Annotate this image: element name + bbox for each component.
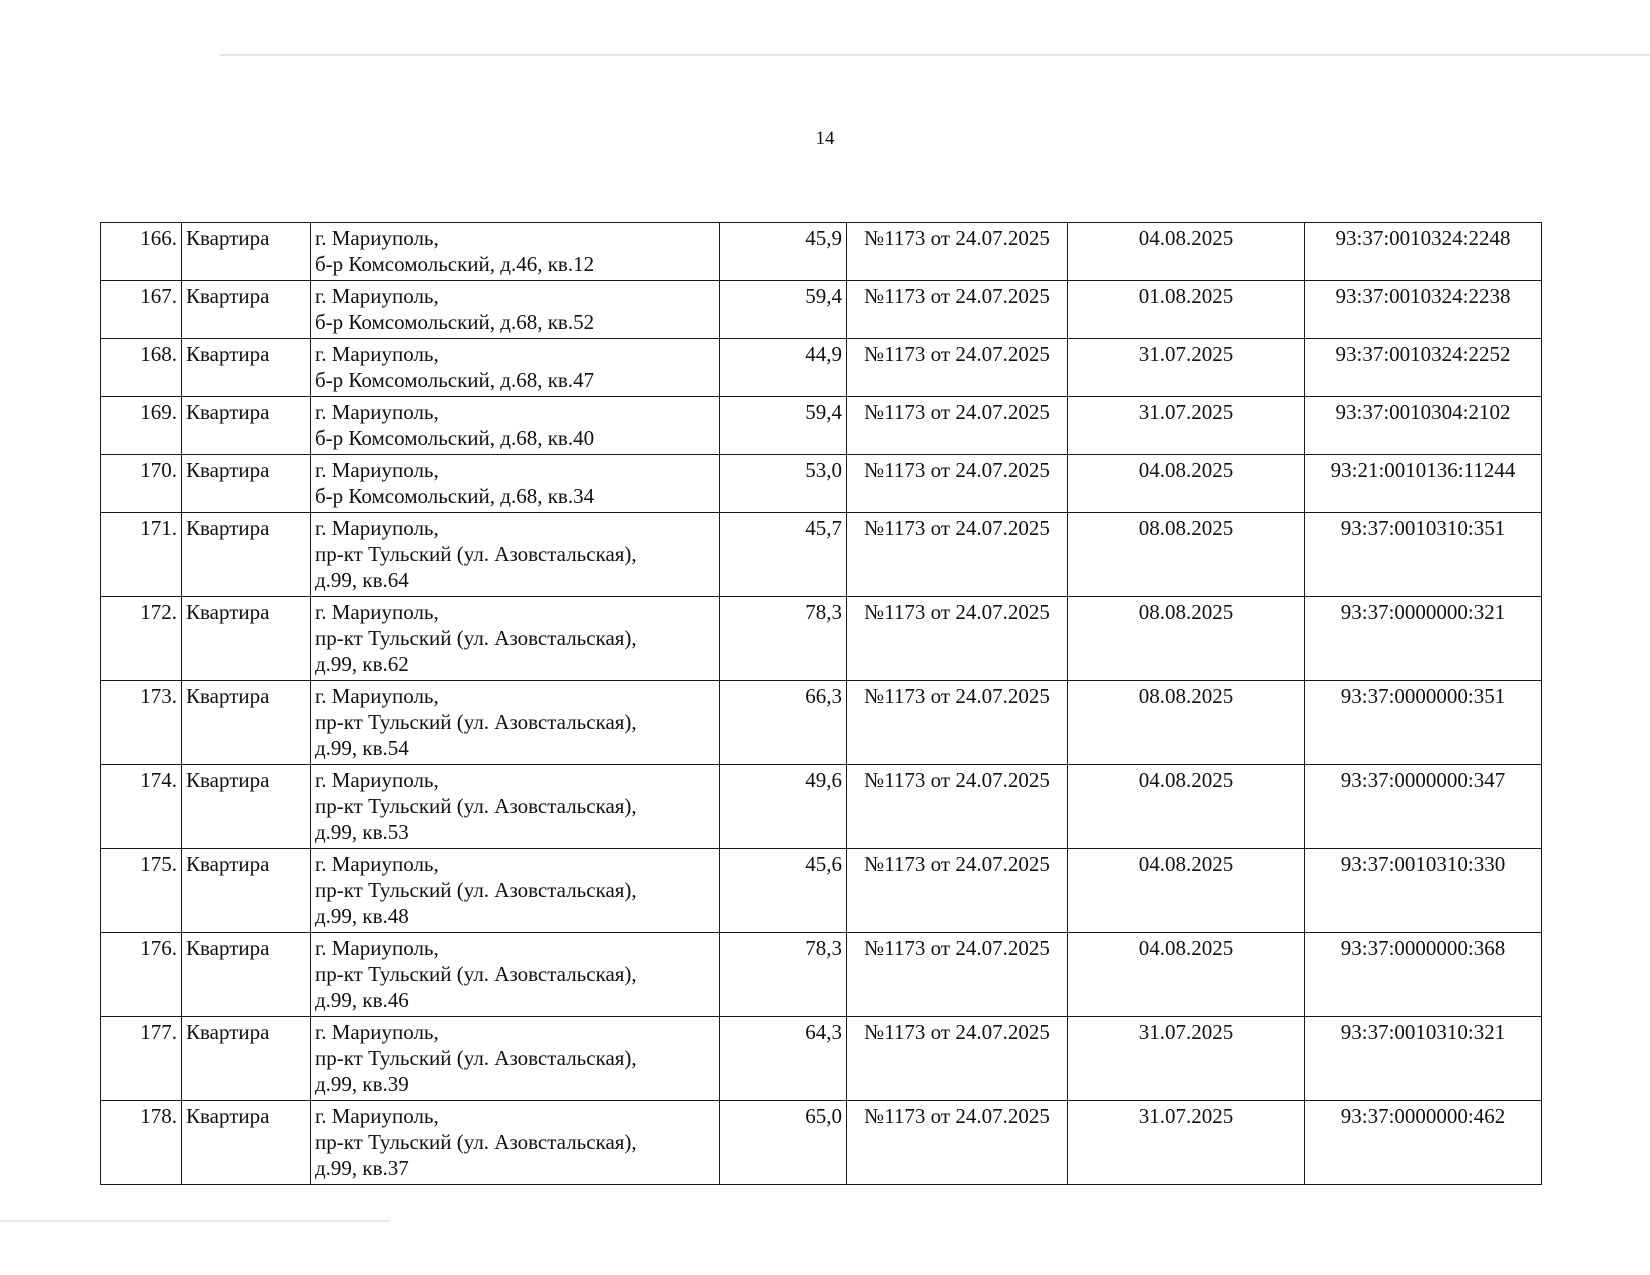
decision-reference: №1173 от 24.07.2025 xyxy=(847,339,1068,397)
address-line: д.99, кв.54 xyxy=(315,736,409,760)
property-area: 45,9 xyxy=(720,223,847,281)
address-line: д.99, кв.53 xyxy=(315,820,409,844)
address-line: пр-кт Тульский (ул. Азовстальская), xyxy=(315,962,637,986)
row-number: 176. xyxy=(101,933,182,1017)
row-number: 175. xyxy=(101,849,182,933)
address-line: г. Мариуполь, xyxy=(315,400,439,424)
property-area: 78,3 xyxy=(720,597,847,681)
table-row xyxy=(101,339,1542,397)
property-type: Квартира xyxy=(182,513,311,597)
property-area: 53,0 xyxy=(720,455,847,513)
address-line: г. Мариуполь, xyxy=(315,458,439,482)
property-address xyxy=(311,681,720,765)
row-number: 169. xyxy=(101,397,182,455)
property-type: Квартира xyxy=(182,597,311,681)
registration-date: 31.07.2025 xyxy=(1068,397,1305,455)
registration-date: 08.08.2025 xyxy=(1068,513,1305,597)
decision-reference: №1173 от 24.07.2025 xyxy=(847,849,1068,933)
cadastral-number: 93:37:0000000:368 xyxy=(1305,933,1542,1017)
address-line: д.99, кв.46 xyxy=(315,988,409,1012)
decision-reference: №1173 от 24.07.2025 xyxy=(847,597,1068,681)
property-area: 59,4 xyxy=(720,397,847,455)
cadastral-number: 93:37:0010324:2248 xyxy=(1305,223,1542,281)
property-type: Квартира xyxy=(182,1101,311,1185)
property-area: 45,7 xyxy=(720,513,847,597)
registration-date: 01.08.2025 xyxy=(1068,281,1305,339)
property-area: 49,6 xyxy=(720,765,847,849)
registration-date: 08.08.2025 xyxy=(1068,681,1305,765)
registration-date: 04.08.2025 xyxy=(1068,223,1305,281)
address-line: г. Мариуполь, xyxy=(315,226,439,250)
address-line: пр-кт Тульский (ул. Азовстальская), xyxy=(315,626,637,650)
decision-reference: №1173 от 24.07.2025 xyxy=(847,933,1068,1017)
property-address xyxy=(311,1017,720,1101)
property-address xyxy=(311,397,720,455)
table-row xyxy=(101,1017,1542,1101)
property-area: 66,3 xyxy=(720,681,847,765)
cadastral-number: 93:37:0000000:321 xyxy=(1305,597,1542,681)
decision-reference: №1173 от 24.07.2025 xyxy=(847,765,1068,849)
property-type: Квартира xyxy=(182,223,311,281)
table-row xyxy=(101,765,1542,849)
property-address xyxy=(311,933,720,1017)
table-row xyxy=(101,1101,1542,1185)
property-area: 78,3 xyxy=(720,933,847,1017)
property-type: Квартира xyxy=(182,1017,311,1101)
property-area: 44,9 xyxy=(720,339,847,397)
property-type: Квартира xyxy=(182,397,311,455)
cadastral-number: 93:37:0010304:2102 xyxy=(1305,397,1542,455)
address-line: г. Мариуполь, xyxy=(315,342,439,366)
decision-reference: №1173 от 24.07.2025 xyxy=(847,1101,1068,1185)
cadastral-number: 93:37:0000000:347 xyxy=(1305,765,1542,849)
registration-date: 04.08.2025 xyxy=(1068,765,1305,849)
row-number: 178. xyxy=(101,1101,182,1185)
address-line: д.99, кв.39 xyxy=(315,1072,409,1096)
table-row xyxy=(101,681,1542,765)
cadastral-number: 93:37:0010324:2238 xyxy=(1305,281,1542,339)
property-area: 59,4 xyxy=(720,281,847,339)
address-line: б-р Комсомольский, д.68, кв.34 xyxy=(315,484,595,508)
address-line: д.99, кв.37 xyxy=(315,1156,409,1180)
address-line: г. Мариуполь, xyxy=(315,684,439,708)
property-address xyxy=(311,281,720,339)
address-line: г. Мариуполь, xyxy=(315,1020,439,1044)
decision-reference: №1173 от 24.07.2025 xyxy=(847,455,1068,513)
page-number: 14 xyxy=(815,128,835,149)
registration-date: 04.08.2025 xyxy=(1068,849,1305,933)
cadastral-number: 93:37:0010324:2252 xyxy=(1305,339,1542,397)
decision-reference: №1173 от 24.07.2025 xyxy=(847,681,1068,765)
row-number: 177. xyxy=(101,1017,182,1101)
property-area: 65,0 xyxy=(720,1101,847,1185)
address-line: б-р Комсомольский, д.46, кв.12 xyxy=(315,252,595,276)
cadastral-number: 93:37:0010310:321 xyxy=(1305,1017,1542,1101)
registration-date: 31.07.2025 xyxy=(1068,1101,1305,1185)
property-address xyxy=(311,597,720,681)
property-type: Квартира xyxy=(182,933,311,1017)
table-row xyxy=(101,849,1542,933)
cadastral-number: 93:37:0010310:351 xyxy=(1305,513,1542,597)
address-line: г. Мариуполь, xyxy=(315,284,439,308)
registration-date: 04.08.2025 xyxy=(1068,933,1305,1017)
address-line: г. Мариуполь, xyxy=(315,516,439,540)
cadastral-number: 93:37:0000000:462 xyxy=(1305,1101,1542,1185)
property-type: Квартира xyxy=(182,281,311,339)
registration-date: 31.07.2025 xyxy=(1068,339,1305,397)
property-area: 64,3 xyxy=(720,1017,847,1101)
decision-reference: №1173 от 24.07.2025 xyxy=(847,281,1068,339)
address-line: б-р Комсомольский, д.68, кв.52 xyxy=(315,310,595,334)
row-number: 172. xyxy=(101,597,182,681)
row-number: 170. xyxy=(101,455,182,513)
decision-reference: №1173 от 24.07.2025 xyxy=(847,223,1068,281)
property-address xyxy=(311,339,720,397)
cadastral-number: 93:21:0010136:11244 xyxy=(1305,455,1542,513)
table-row xyxy=(101,455,1542,513)
row-number: 173. xyxy=(101,681,182,765)
property-address xyxy=(311,513,720,597)
address-line: пр-кт Тульский (ул. Азовстальская), xyxy=(315,1130,637,1154)
table-row xyxy=(101,281,1542,339)
cadastral-number: 93:37:0010310:330 xyxy=(1305,849,1542,933)
address-line: д.99, кв.64 xyxy=(315,568,409,592)
decision-reference: №1173 от 24.07.2025 xyxy=(847,397,1068,455)
property-address xyxy=(311,765,720,849)
property-type: Квартира xyxy=(182,849,311,933)
registration-date: 08.08.2025 xyxy=(1068,597,1305,681)
address-line: г. Мариуполь, xyxy=(315,936,439,960)
property-address xyxy=(311,849,720,933)
registration-date: 31.07.2025 xyxy=(1068,1017,1305,1101)
property-type: Квартира xyxy=(182,339,311,397)
address-line: д.99, кв.62 xyxy=(315,652,409,676)
table-row xyxy=(101,397,1542,455)
table-row xyxy=(101,223,1542,281)
scan-line-top xyxy=(220,54,1650,56)
registration-date: 04.08.2025 xyxy=(1068,455,1305,513)
address-line: б-р Комсомольский, д.68, кв.40 xyxy=(315,426,595,450)
address-line: пр-кт Тульский (ул. Азовстальская), xyxy=(315,878,637,902)
property-address xyxy=(311,455,720,513)
registry-body xyxy=(101,223,1542,1185)
address-line: пр-кт Тульский (ул. Азовстальская), xyxy=(315,1046,637,1070)
property-registry-table xyxy=(100,222,1542,1185)
decision-reference: №1173 от 24.07.2025 xyxy=(847,1017,1068,1101)
table-row xyxy=(101,597,1542,681)
property-type: Квартира xyxy=(182,681,311,765)
address-line: пр-кт Тульский (ул. Азовстальская), xyxy=(315,710,637,734)
row-number: 174. xyxy=(101,765,182,849)
row-number: 171. xyxy=(101,513,182,597)
address-line: г. Мариуполь, xyxy=(315,600,439,624)
property-address xyxy=(311,1101,720,1185)
address-line: г. Мариуполь, xyxy=(315,852,439,876)
table-row xyxy=(101,513,1542,597)
address-line: г. Мариуполь, xyxy=(315,1104,439,1128)
row-number: 168. xyxy=(101,339,182,397)
address-line: пр-кт Тульский (ул. Азовстальская), xyxy=(315,794,637,818)
address-line: д.99, кв.48 xyxy=(315,904,409,928)
row-number: 166. xyxy=(101,223,182,281)
property-type: Квартира xyxy=(182,765,311,849)
address-line: г. Мариуполь, xyxy=(315,768,439,792)
address-line: пр-кт Тульский (ул. Азовстальская), xyxy=(315,542,637,566)
property-type: Квартира xyxy=(182,455,311,513)
address-line: б-р Комсомольский, д.68, кв.47 xyxy=(315,368,595,392)
scan-line-bottom xyxy=(0,1220,390,1222)
table-row xyxy=(101,933,1542,1017)
property-address xyxy=(311,223,720,281)
cadastral-number: 93:37:0000000:351 xyxy=(1305,681,1542,765)
row-number: 167. xyxy=(101,281,182,339)
decision-reference: №1173 от 24.07.2025 xyxy=(847,513,1068,597)
property-area: 45,6 xyxy=(720,849,847,933)
